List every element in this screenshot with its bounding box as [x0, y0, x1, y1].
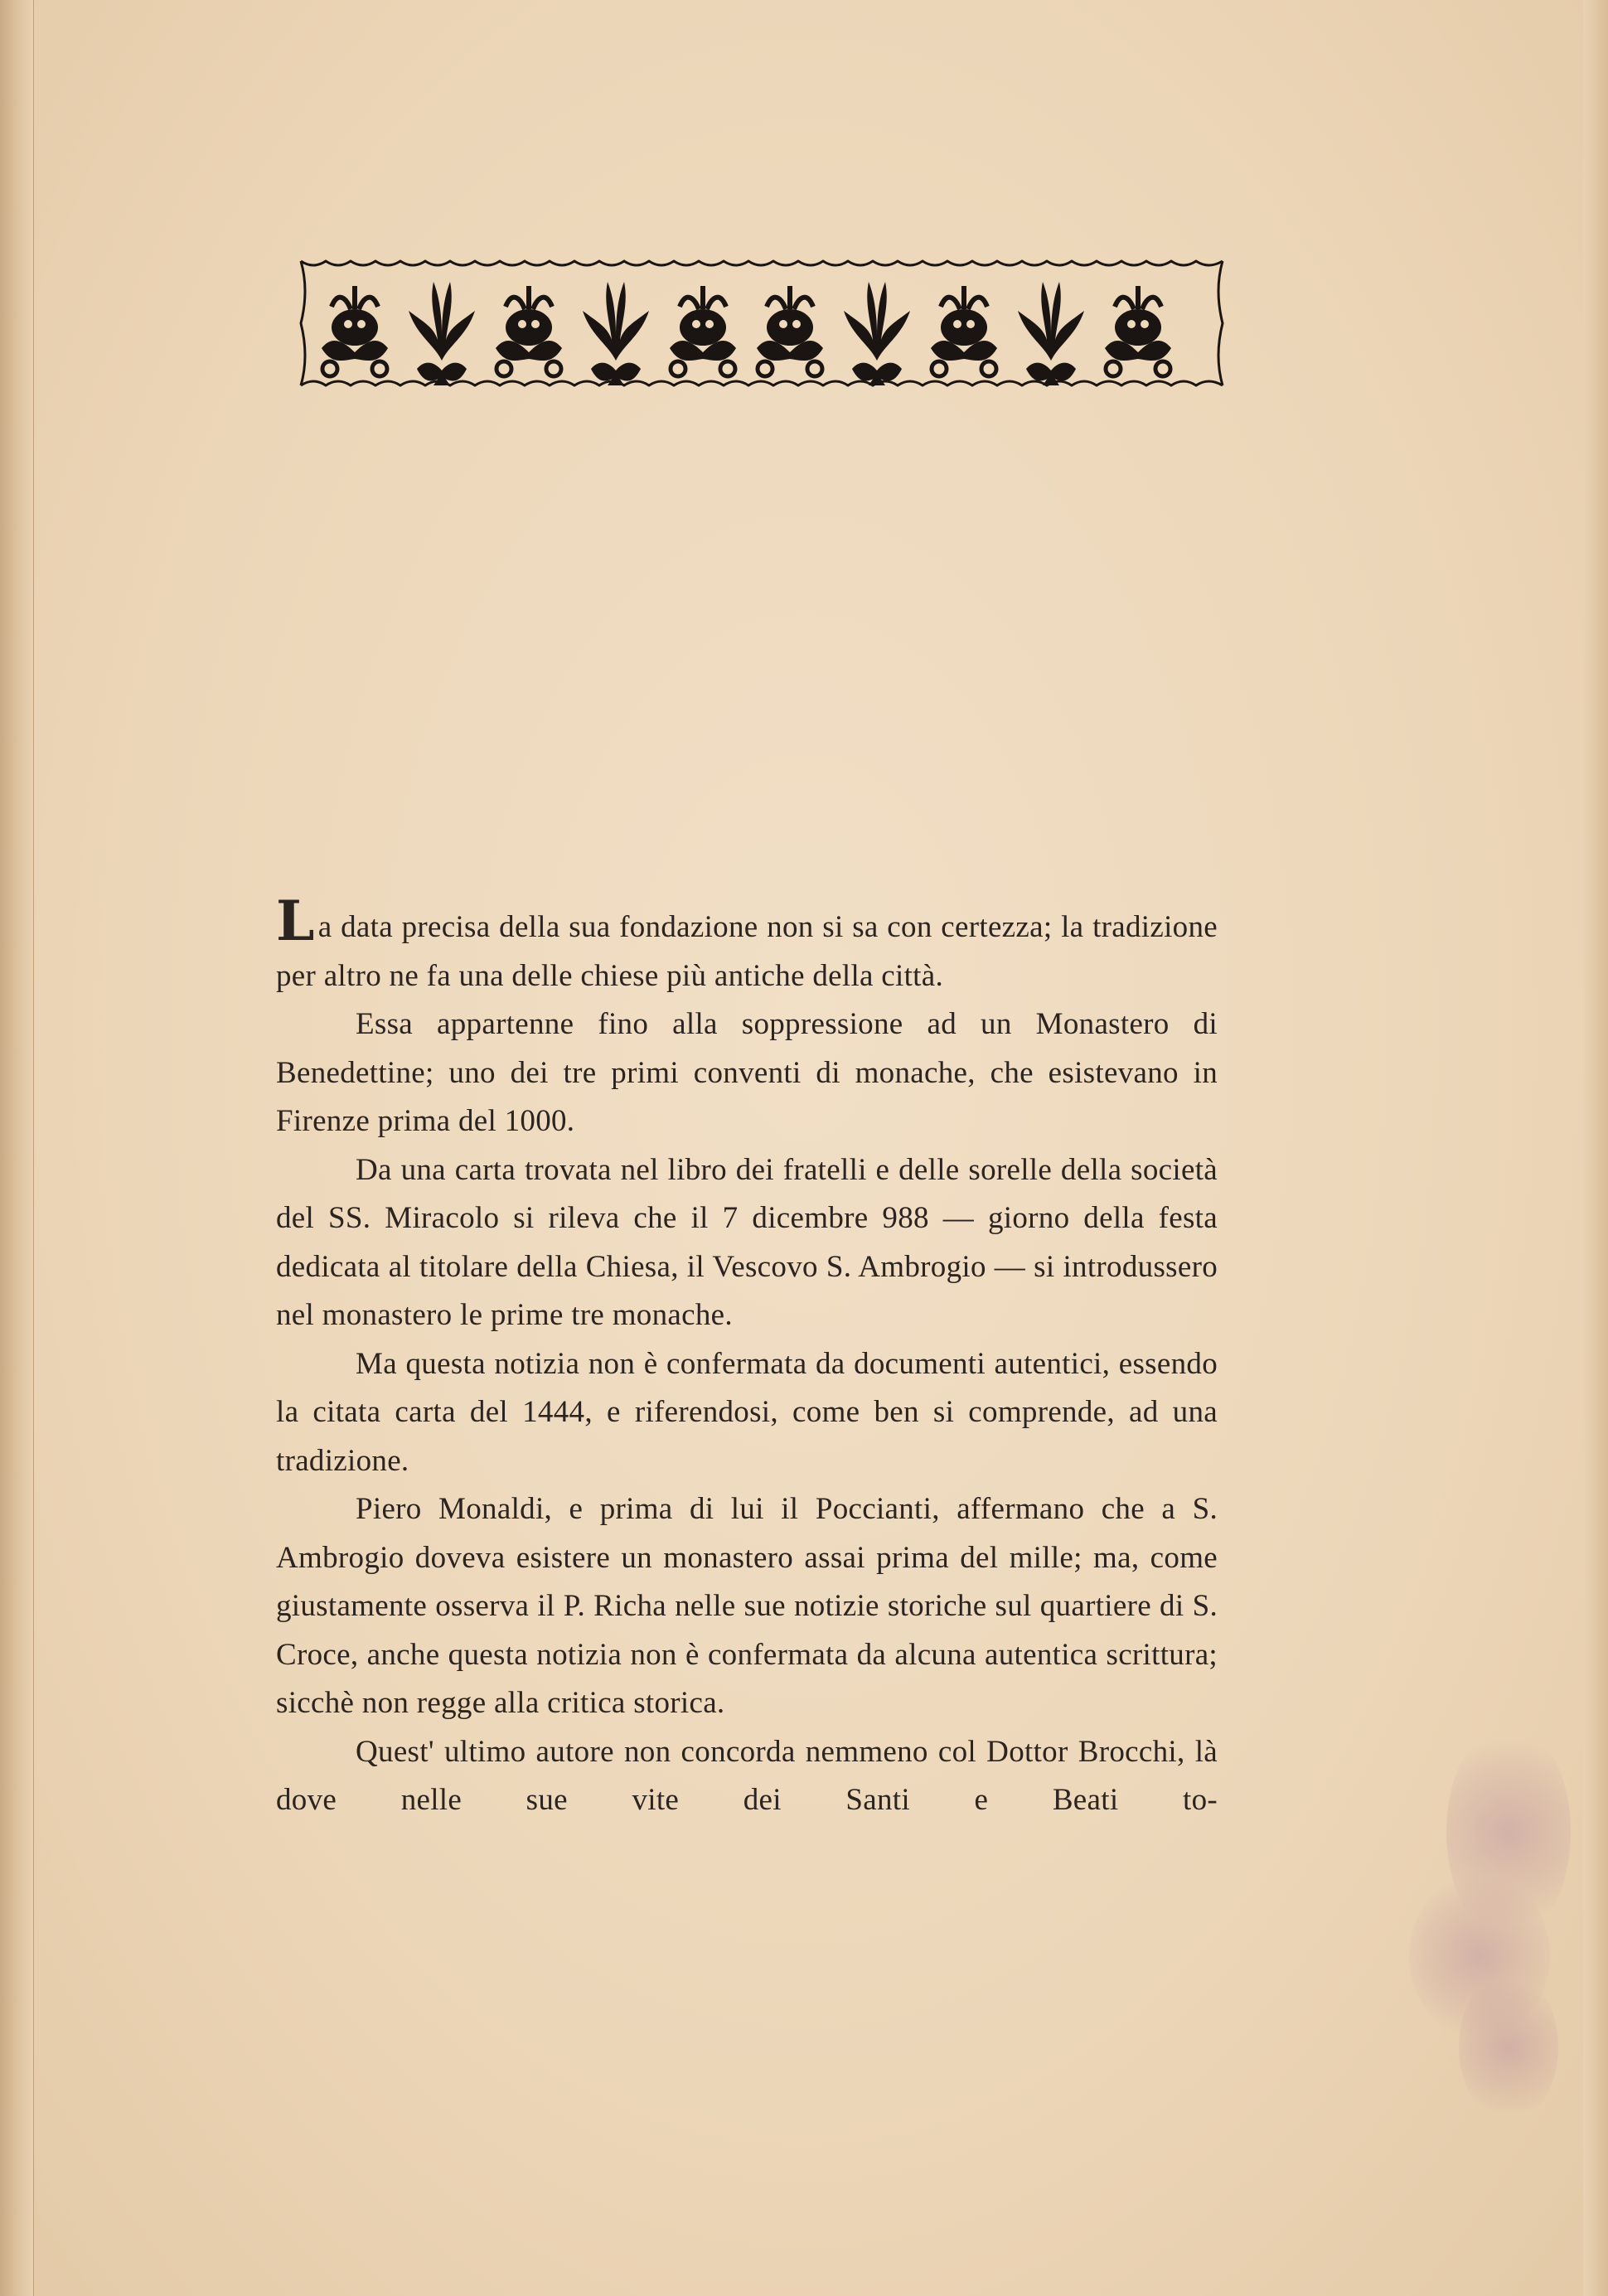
paragraph: Piero Monaldi, e prima di lui il Poccianti, affermano che a S. Ambrogio doveva esistere un monastero assai prima del mille; ma, come giustamente osserva il P. Richa nelle sue notizie storiche sul quartiere di S. Croce, anche questa notizia non è confermata da alcuna autentica scrittura; sicchè non regge alla critica storica. [276, 1492, 1218, 1720]
paragraph-text: a data precisa della sua fondazione non si sa con certezza; la tradizione per altro ne fa una delle chiese più antiche della città. [276, 910, 1218, 993]
book-spine [0, 0, 34, 2296]
paragraph [276, 889, 1218, 1000]
paragraph: Da una carta trovata nel libro dei fratelli e delle sorelle della società del SS. Miracolo si rileva che il 7 dicembre 988 — giorno della festa dedicata al titolare della Chiesa, il Vescovo S. Ambrogio — si introdussero nel monastero le prime tre monache. [276, 1152, 1218, 1332]
page-edge [1583, 0, 1608, 2296]
floral-frieze-headpiece [297, 249, 1227, 398]
paragraph: Quest' ultimo autore non concorda nemmeno col Dottor Brocchi, là dove nelle sue vite dei Santi e Beati to- [276, 1734, 1218, 1817]
paragraph: Ma questa notizia non è confermata da documenti autentici, essendo la citata carta del 1444, e riferendosi, come ben si comprende, ad una tradizione. [276, 1346, 1218, 1478]
body-text [276, 889, 1218, 1825]
ink-stain [1459, 1973, 1558, 2122]
drop-initial: L [276, 889, 315, 953]
paragraph: Essa appartenne fino alla soppressione ad un Monastero di Benedettine; uno dei tre primi conventi di monache, che esistevano in Firenze prima del 1000. [276, 1007, 1218, 1138]
